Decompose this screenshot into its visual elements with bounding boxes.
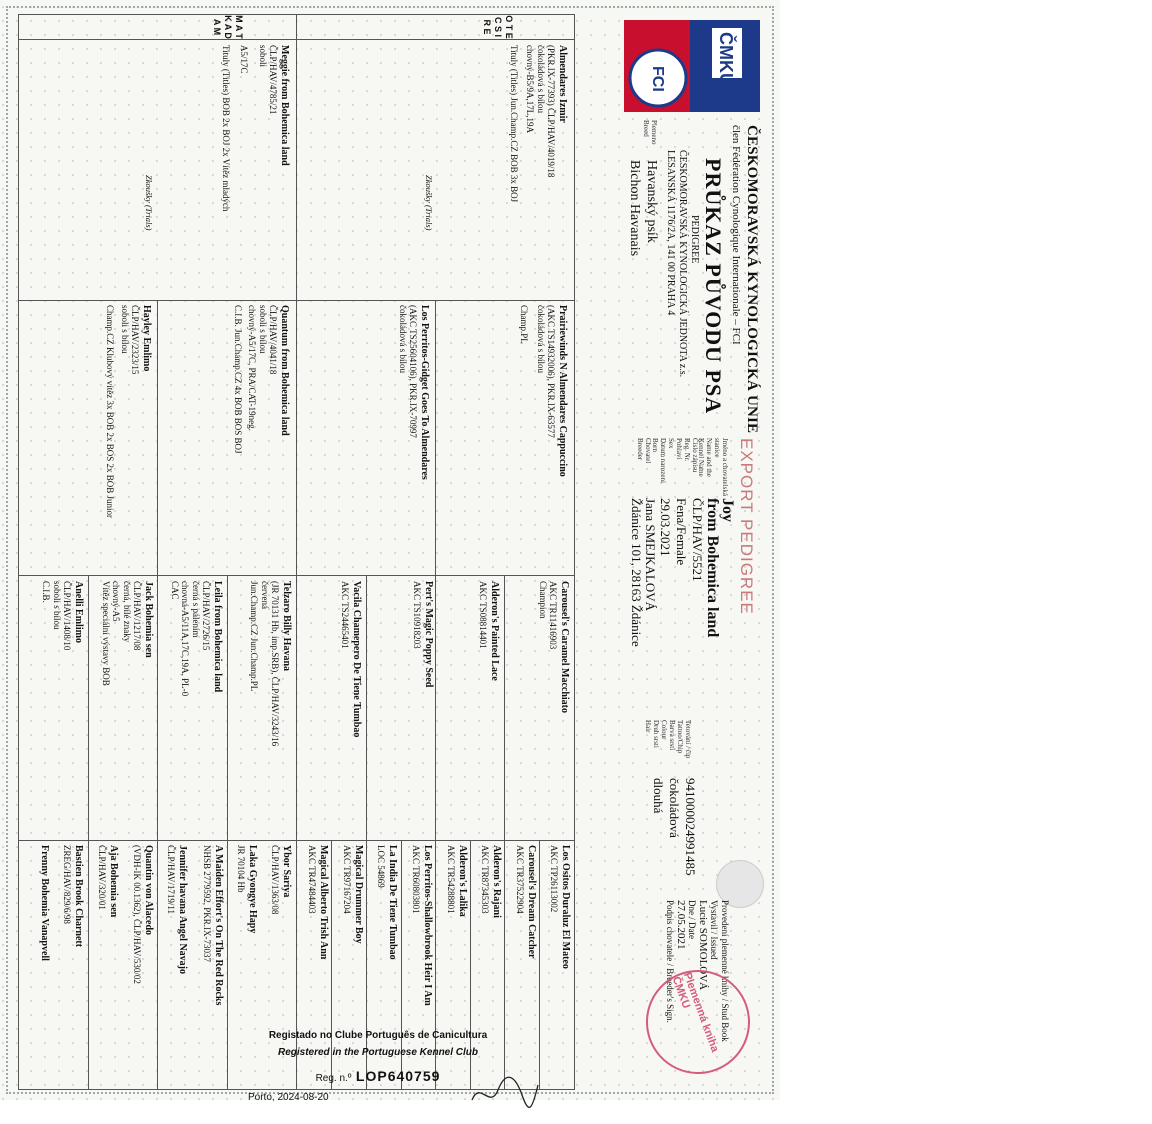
club-address bbox=[664, 150, 688, 377]
dog-details-2 bbox=[644, 720, 698, 876]
dam-side-label: M A T K A D A M bbox=[212, 15, 244, 39]
colour-label: Barva srsti Colour bbox=[660, 720, 676, 751]
g4-cell-6: La India De Tiene Tumbao LOC 54869 bbox=[376, 845, 398, 960]
registration-stamp bbox=[248, 1030, 508, 1120]
club-line-1: ČESKOMORAVSKÁ KYNOLOGICKÁ JEDNOTA z.s. bbox=[677, 150, 688, 378]
studbook-stamp: Plemenná kniha ČMKU bbox=[631, 955, 764, 1088]
logo-text: ČMKU bbox=[716, 32, 736, 86]
dog-breeder: Jana SMEJKALOVÁ Ždánice 101, 28163 Ždánice bbox=[629, 498, 658, 647]
dam-cell: Meggie from Bohemica land ČLP/HAV/4785/21 soboli A5/17C Tituly (Titles) BOB 2x BOJ 2x Vítěz mladých bbox=[221, 45, 290, 212]
sire-side-label: O T E C S I R E bbox=[482, 15, 514, 39]
breeder-label: Chovatel Breeder bbox=[636, 438, 652, 464]
sd-dam-cell: Pert's Magic Poppy Seed AKC TS10918203 bbox=[412, 581, 434, 688]
breed bbox=[626, 120, 660, 257]
g4d-cell-4: Jennifer havana Angel Navajo ČLP/HAV/1719/11 bbox=[166, 845, 188, 974]
sd-sire-cell: Vacila Chamepero De Tiene Tumbao AKC TS24465401 bbox=[340, 581, 362, 738]
breed-label: Plemeno Breed bbox=[642, 120, 658, 145]
studbook-block: Provedení plemenné knihy / Stud Book Vystavil / Issued Lucie SOMOLOVÁ Dne / Date 27.05.2021 Podpis chovatele / Breeder's Sign. bbox=[665, 900, 730, 1042]
g4d-cell-6: Aja Bohemia sen ČLP/HAV/320/01 bbox=[97, 845, 119, 918]
sire-trials: Zkoušky (Trials) bbox=[424, 175, 434, 231]
g4-cell-4: Alderon's Lalika AKC TR54288801 bbox=[446, 845, 468, 917]
signature bbox=[470, 1070, 540, 1115]
dog-reg: ČLP/HAV/5521 bbox=[690, 498, 705, 582]
dog-tattoo: 941000024991485 bbox=[683, 778, 698, 876]
breed-cz: Havanský psík bbox=[644, 160, 659, 243]
document-title: PRŮKAZ PŮVODU PSA bbox=[701, 158, 726, 415]
g4d-cell-3: A Maiden Effort's On The Red Rocks NHSB 2779592, PKR.IX-73037 bbox=[202, 845, 224, 1006]
pedigree-table bbox=[18, 14, 575, 1090]
g4-cell-3: Alderon's Rajani AKC TR87345303 bbox=[480, 845, 502, 918]
dam-trials: Zkoušky (Trials) bbox=[144, 175, 154, 231]
g4d-cell-7: Bastien Brook Charnett ZREG/HAV/829/6/98 bbox=[62, 845, 84, 948]
dog-born: 29.03.2021 bbox=[658, 498, 673, 557]
registration-number: Reg. n.º LOP640759 bbox=[315, 1068, 441, 1084]
sire-cell: Almendares Izmir (PKR.IX-77393) ČLP/HAV/4019/18 čokoládová s bílou chovný-B5/9A,17L,19A Tituly (Titles) Jun.Champ.CZ BOB 3x BOJ bbox=[509, 45, 568, 203]
dog-sex: Fena/Female bbox=[674, 498, 689, 566]
hair-label: Druh srsti Hair bbox=[644, 720, 660, 748]
club-line-2: LESANSKÁ 1176/2A, 141 00 PRAHA 4 bbox=[665, 150, 676, 316]
g4d-cell-8: Frenny Bohemia Vanapvell bbox=[39, 845, 50, 961]
g4d-cell-1: Ybor Sariya ČLP/HAV/1363/08 bbox=[270, 845, 292, 915]
g4-cell-5: Los Perritos-Shallowbrook Heir I Am AKC TR60803801 bbox=[411, 845, 433, 1006]
registration-date: Porto, 2024-08-20 bbox=[248, 1092, 329, 1103]
g4-cell-1: Los Ositos Duraluz El Mateo AKC TP26113002 bbox=[549, 845, 571, 969]
g4-cell-7: Magical Drummer Boy AKC TR97167204 bbox=[342, 845, 364, 944]
dam-sire-cell: Quantum from Bohemica land ČLP/HAV/4041/18 soboli s bílou chovný-A5/17C, PRA/CAT-19neg. C.I.B. Jun.Champ.CZ 4x BOB BOS BOJ bbox=[233, 305, 290, 454]
sex-label: Pohlaví Sex bbox=[667, 438, 683, 460]
document-subtitle: PEDIGREE bbox=[689, 215, 700, 264]
breed-en: Bichon Havanais bbox=[627, 160, 642, 257]
fci-text: FCI bbox=[649, 66, 666, 92]
export-pedigree-label: EXPORT PEDIGREE bbox=[737, 438, 756, 615]
dd-dam-cell: Anelli Emlimo ČLP/HAV/1408/10 soboli s bílou C.I.B. bbox=[41, 581, 84, 651]
registration-line-1: Registado no Clube Português de Canicultura bbox=[268, 1030, 488, 1041]
ds-sire-cell: Telzaro Billy Havana (JR 70131 Hb, imp.SRB), ČLP/HAV/3243/16 červená Jun.Champ.CZ Jun.Champ.PL bbox=[249, 581, 292, 747]
org-name: ČESKOMORAVSKÁ KYNOLOGICKÁ UNIE bbox=[744, 125, 760, 434]
ss-dam-cell: Alderon's Painted Lace AKC TS08814401 bbox=[478, 581, 500, 681]
sire-sire-cell: Prairiewinds N Almendares Cappuccino (AKC TS14932006), PKR.IX-63577 čokoládová s bílou Champ.PL bbox=[519, 305, 568, 477]
dd-sire-cell: Jack Bohemia sen ČLP/HAV/1217/08 černá, bílé znaky chovný-A5 Vítěz speciální výstavy BOB bbox=[101, 581, 154, 686]
name-label: Jméno a chovatelská stanice Name and the Kennel Name bbox=[697, 438, 729, 496]
ss-sire-cell: Carousel's Caramel Macchiato AKC TR11416903 Champion bbox=[538, 581, 570, 714]
registration-line-2: Registered in the Portuguese Kennel Club bbox=[277, 1047, 479, 1058]
ds-dam-cell: Leila from Bohemica land ČLP/HAV/2726/15 černá s pálením chovná-A5/11A,17C,19A, PL-0 CAC bbox=[170, 581, 223, 697]
reg-label: Číslo zápisu Reg. Nr. bbox=[683, 438, 699, 473]
born-label: Datum narození Born bbox=[651, 438, 667, 483]
g4d-cell-2: Laka Gyongye Hapy JR 70104 Hb bbox=[236, 845, 258, 934]
g4-cell-2: Carousel's Dream Catcher AKC TR37522904 bbox=[515, 845, 537, 959]
dog-name: Joy from Bohemica land bbox=[704, 498, 736, 638]
cmku-fci-logo bbox=[622, 18, 762, 114]
tattoo-label: Tetování / čip Tattoo/Chip bbox=[676, 720, 692, 759]
fci-member: člen Fédération Cynologique Internationale – FCI bbox=[730, 125, 742, 345]
dog-details bbox=[627, 438, 735, 647]
g4d-cell-5: Quantin von Alacedo (VDH-IK 00.1362), ČLP/HAV/530/02 bbox=[132, 845, 154, 984]
g4-cell-8: Magical Alberto Trish Ann AKC TR47484403 bbox=[307, 845, 329, 960]
sire-dam-cell: Los Perritos-Gidget Goes To Almendares (AKC TS25604106), PKR.IX-70997 čokoládová s bílou bbox=[398, 305, 430, 480]
dam-dam-cell: Hayley Emlimo ČLP/HAV/2323/15 soboli s bílou Champ.CZ Klubový vítěz 3x BOB 2x BOS 2x BOB Junior bbox=[105, 305, 152, 519]
dog-hair: dlouhá bbox=[651, 778, 666, 814]
dog-colour: čokoládová bbox=[667, 778, 682, 838]
